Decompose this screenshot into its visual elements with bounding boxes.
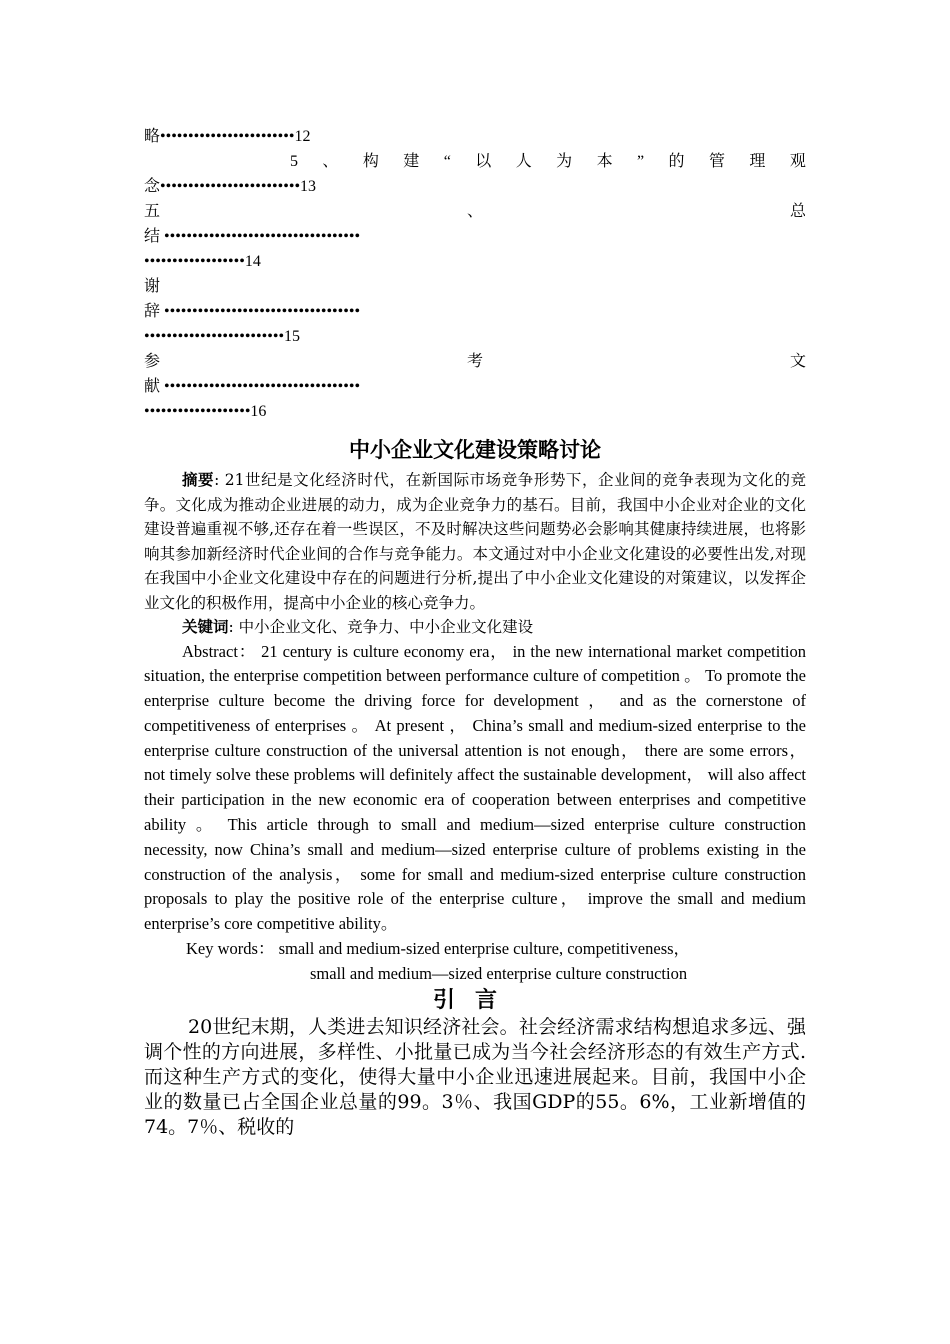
abstract-cn-text: : 21世纪是文化经济时代，在新国际市场竞争形势下，企业间的竞争表现为文化的竞争。文化成为推动企业进展的动力，成为企业竞争力的基石。目前，我国中小企业对企业的文化建设普遍重视不够,还存在着一些误区，不及时解决这些问题势必会影响其健康持续进展，也将影响其参加新经济时代企业间的合作与竞争能力。本文通过对中小企业文化建设的必要性出发,对现在我国中小企业文化建设中存在的问题进行分析,提出了中小企业文化建设的对策建议，以发挥企业文化的积极作用，提高中小企业的核心竞争力。 <box>144 471 806 612</box>
keywords-en-line2: small and medium—sized enterprise culture construction <box>310 963 688 983</box>
section-title-introduction: 引言 <box>432 987 517 1013</box>
toc-line-thanks-page: •••••••••••••••••••••••••15 <box>144 328 301 345</box>
abstract-cn-label: 摘要 <box>182 470 215 489</box>
toc-line-references-dots: 献 ••••••••••••••••••••••••••••••••••• <box>144 378 361 395</box>
toc-line-references-page: •••••••••••••••••••16 <box>144 403 267 420</box>
keywords-cn <box>144 615 806 640</box>
toc-char: 为 <box>556 153 573 170</box>
paper-title: 中小企业文化建设策略讨论 <box>349 438 601 462</box>
toc-char: 五 <box>144 203 161 220</box>
toc-char: 理 <box>749 153 766 170</box>
toc-line-concept: 念•••••••••••••••••••••••••13 <box>144 178 317 195</box>
toc-char: 参 <box>144 353 161 370</box>
toc-line-people-oriented <box>144 149 806 174</box>
keywords-en-line1: Key words： small and medium-sized enterprise culture, competitiveness， <box>186 939 691 959</box>
toc-char: 管 <box>708 153 725 170</box>
toc-char: 总 <box>789 203 806 220</box>
toc-line-thanks-head: 谢 <box>144 278 161 295</box>
toc-line-strategy: 略••••••••••••••••••••••••12 <box>144 128 311 145</box>
toc-char: 人 <box>515 153 532 170</box>
abstract-cn <box>144 468 806 615</box>
table-of-contents <box>144 124 806 424</box>
toc-line-summary-page: ••••••••••••••••••14 <box>144 253 261 270</box>
toc-char: “ <box>443 153 451 170</box>
toc-char: 构 <box>362 153 379 170</box>
keywords-cn-label: 关键词 <box>182 617 229 636</box>
toc-char: 文 <box>789 353 806 370</box>
toc-line-summary-head <box>144 199 806 224</box>
toc-char: 本 <box>596 153 613 170</box>
document-page <box>144 124 806 1140</box>
toc-line-summary-dots: 结 ••••••••••••••••••••••••••••••••••• <box>144 228 361 245</box>
abstract-en: Abstract： 21 century is culture economy era， in the new international market competition situation, the enterprise competition between performance culture of competition 。 To promote the enterprise culture become the driving force for development ， and as the cornerstone of competitiveness of enterprises 。 At present ， China’s small and medium-sized enterprise to the enterprise culture construction of the universal attention is not enough， there are some errors， not timely solve these problems will definitely affect the sustainable development， will also affect their participation in the new economic era of cooperation between enterprises and competitive ability 。 This article through to small and medium—sized enterprise culture construction necessity, now China’s small and medium—sized enterprise culture of problems existing in the construction of the analysis， some for small and medium-sized enterprise culture construction proposals to play the positive role of the enterprise culture， improve the small and medium enterprise’s core competitive ability。 <box>144 641 806 934</box>
toc-line-references-head <box>144 349 806 374</box>
toc-char: 考 <box>466 353 483 370</box>
toc-char: 的 <box>668 153 685 170</box>
toc-char: 、 <box>322 153 339 170</box>
toc-char: 观 <box>789 153 806 170</box>
toc-char: ” <box>637 153 645 170</box>
toc-char: 以 <box>475 153 492 170</box>
toc-char: 、 <box>466 203 483 220</box>
keywords-cn-text: : 中小企业文化、竞争力、中小企业文化建设 <box>228 618 534 636</box>
introduction-paragraph: 20世纪末期，人类进去知识经济社会。社会经济需求结构想追求多远、强调个性的方向进展，多样性、小批量已成为当今社会经济形态的有效生产方式.而这种生产方式的变化，使得大量中小企业迅速进展起来。目前，我国中小企业的数量已占全国企业总量的99。3％、我国GDP的55。6%，工业新增值的74。7％、税收的 <box>144 1015 806 1138</box>
toc-line-thanks-dots: 辞 ••••••••••••••••••••••••••••••••••• <box>144 303 361 320</box>
toc-char: 5 <box>290 153 298 170</box>
toc-char: 建 <box>403 153 420 170</box>
keywords-en <box>144 937 806 987</box>
